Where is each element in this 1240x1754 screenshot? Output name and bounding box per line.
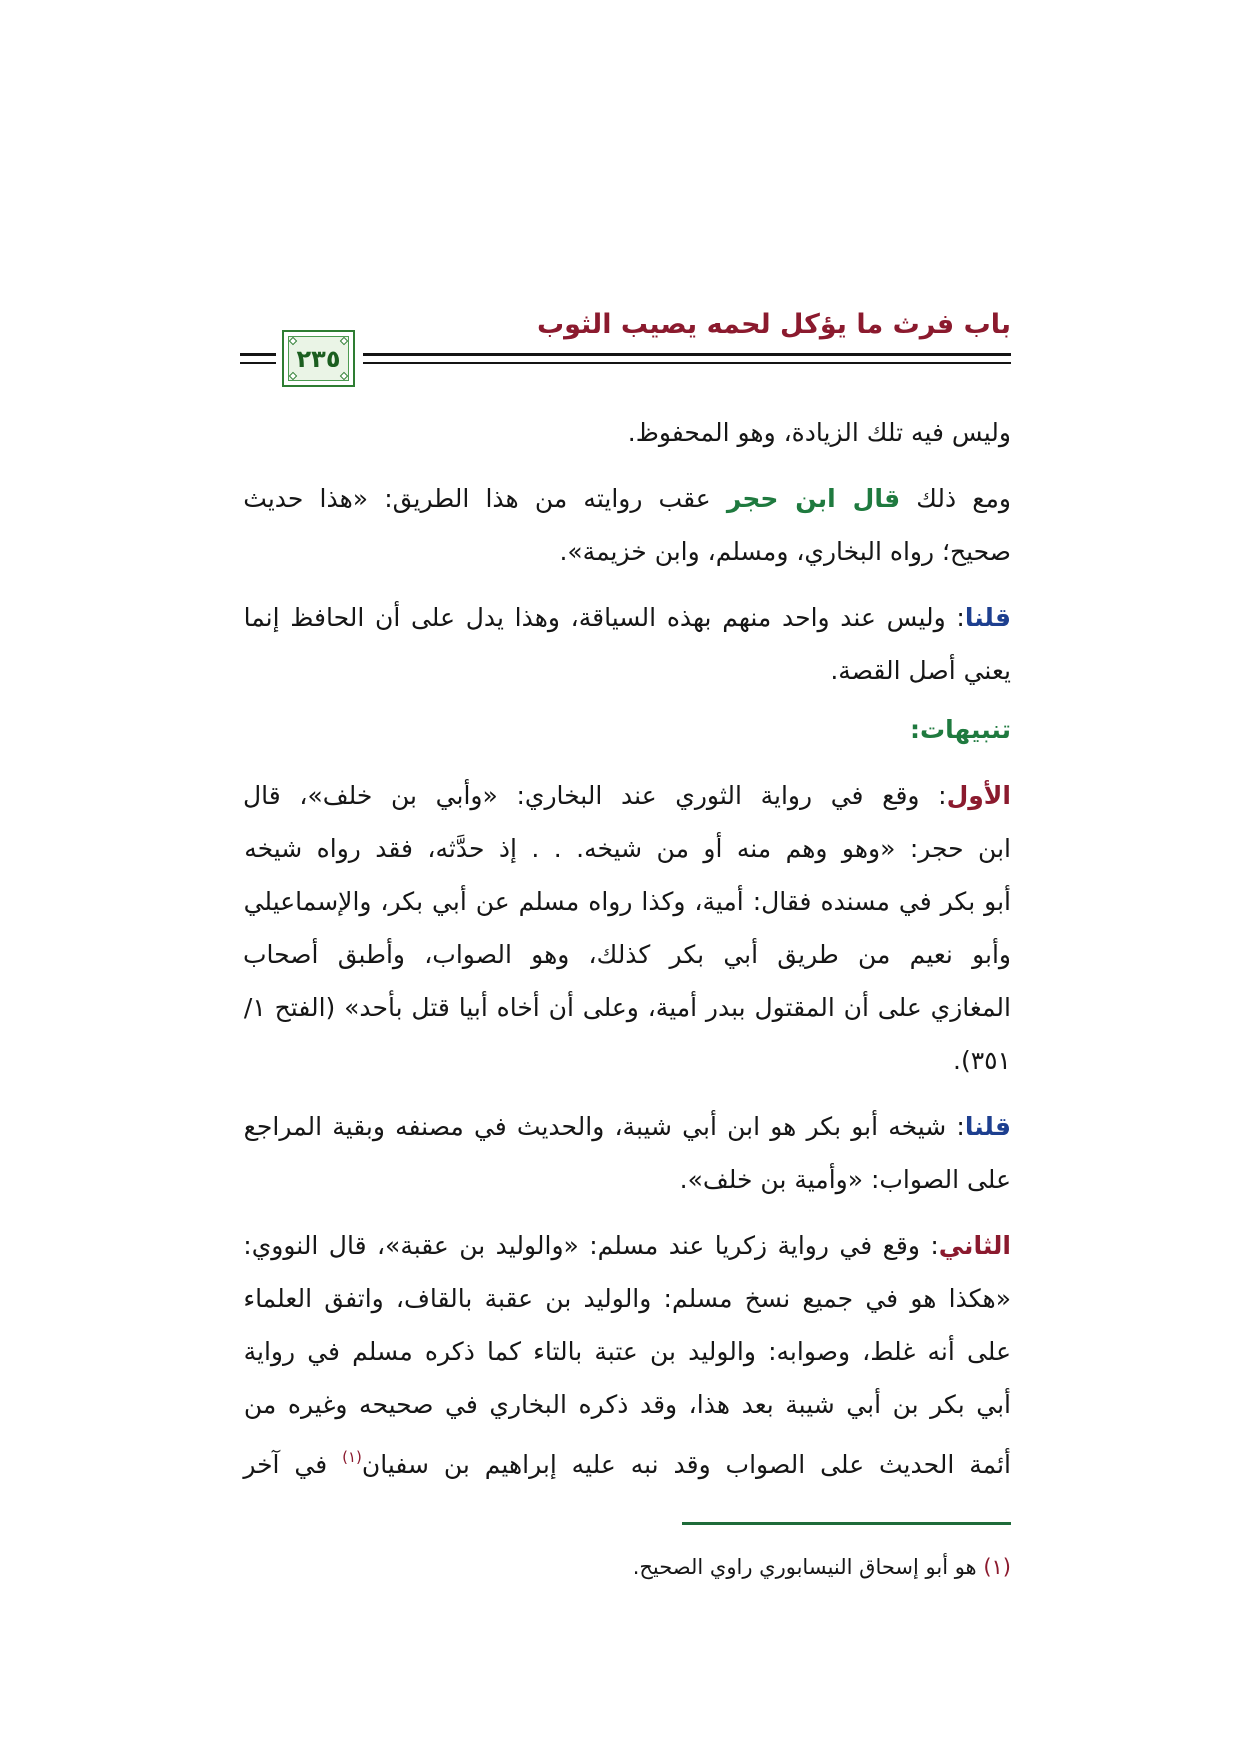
line-content <box>243 940 1011 969</box>
paragraph <box>240 406 1011 459</box>
line-content <box>243 484 1011 513</box>
line-text: : شيخه أبو بكر هو ابن أبي شيبة، والحديث في مصنفه وبقية المراجع <box>243 1112 965 1141</box>
line-text: أبو بكر في مسنده فقال: أمية، وكذا رواه مسلم عن أبي بكر، والإسماعيلي <box>243 887 1011 916</box>
notes-heading: تنبيهات: <box>909 715 1011 744</box>
paragraph <box>240 591 1011 697</box>
header-rule <box>363 353 1011 356</box>
text-line <box>240 1219 1011 1272</box>
line-content <box>244 834 1011 863</box>
text-line <box>240 406 1011 459</box>
line-content <box>243 781 1011 810</box>
line-content <box>559 537 1011 566</box>
text-line <box>240 981 1011 1034</box>
text-line <box>240 1325 1011 1378</box>
footnote-marker: (١) <box>983 1555 1011 1579</box>
line-text: وليس فيه تلك الزيادة، وهو المحفوظ. <box>627 418 1011 447</box>
text-line <box>240 1272 1011 1325</box>
footnote-reference: (١) <box>342 1448 362 1466</box>
page-number: ٢٣٥ <box>296 344 341 373</box>
line-text: صحيح؛ رواه البخاري، ومسلم، وابن خزيمة». <box>559 537 1011 566</box>
line-text: عقب روايته من هذا الطريق: «هذا حديث <box>243 484 727 513</box>
highlight-label: قال ابن حجر <box>726 484 901 513</box>
line-text: : وليس عند واحد منهم بهذه السياقة، وهذا يدل على أن الحافظ إنما <box>243 603 965 632</box>
line-text: يعني أصل القصة. <box>830 656 1011 685</box>
text-line <box>240 591 1011 644</box>
line-text: «هكذا هو في جميع نسخ مسلم: والوليد بن عقبة بالقاف، واتفق العلماء <box>243 1284 1011 1313</box>
page-number-badge <box>282 330 355 387</box>
line-text: أبي بكر بن أبي شيبة بعد هذا، وقد ذكره البخاري في صحيحه وغيره من <box>243 1390 1011 1419</box>
text-line <box>240 1378 1011 1431</box>
line-content <box>830 656 1011 685</box>
line-content <box>244 1112 1011 1141</box>
line-prefix: ومع ذلك <box>900 484 1011 513</box>
main-text <box>240 406 1011 1484</box>
line-content <box>910 715 1011 744</box>
line-content <box>243 1231 1011 1260</box>
line-content <box>628 418 1011 447</box>
text-line <box>240 703 1011 756</box>
line-text: ابن حجر: «وهو وهم منه أو من شيخه. . . إذ حدَّثه، فقد رواه شيخه <box>244 834 1011 863</box>
ornament-icon <box>340 337 348 345</box>
ornament-icon <box>289 337 297 345</box>
footnote-content <box>633 1555 1011 1579</box>
line-text: على الصواب: «وأمية بن خلف». <box>679 1165 1011 1194</box>
text-line <box>240 1431 1011 1484</box>
paragraph <box>240 1219 1011 1484</box>
text-line <box>240 1100 1011 1153</box>
chapter-title: باب فرث ما يؤكل لحمه يصيب الثوب <box>536 309 1011 340</box>
line-content <box>680 1165 1011 1194</box>
line-text: ٣٥١). <box>953 1046 1011 1075</box>
header-rule <box>363 362 1011 364</box>
line-text: : وقع في رواية الثوري عند البخاري: «وأبي بن خلف»، قال <box>243 781 947 810</box>
line-content <box>244 993 1011 1022</box>
header-rule <box>240 362 276 364</box>
line-text: على أنه غلط، وصوابه: والوليد بن عتبة بالتاء كما ذكره مسلم في رواية <box>243 1337 1011 1366</box>
line-content <box>243 1284 1011 1313</box>
line-text: المغازي على أن المقتول ببدر أمية، وعلى أن أخاه أبيا قتل بأحد» (الفتح ١/ <box>243 993 1011 1022</box>
first-note-label: الأول <box>946 781 1011 810</box>
line-content <box>244 1337 1011 1366</box>
second-note-label: الثاني <box>938 1231 1011 1260</box>
line-content <box>244 1390 1011 1419</box>
line-text: وأبو نعيم من طريق أبي بكر كذلك، وهو الصواب، وأطبق أصحاب <box>243 940 1011 969</box>
footnote-text: هو أبو إسحاق النيسابوري راوي الصحيح. <box>632 1555 984 1579</box>
paragraph <box>240 769 1011 1087</box>
ornament-icon <box>289 372 297 380</box>
line-content <box>244 603 1011 632</box>
paragraph <box>240 1100 1011 1206</box>
text-line <box>240 769 1011 822</box>
text-line <box>240 928 1011 981</box>
text-line <box>240 644 1011 697</box>
text-line <box>240 525 1011 578</box>
line-content <box>244 887 1011 916</box>
line-tail: في آخر <box>243 1450 343 1479</box>
header-rule <box>240 353 276 356</box>
text-line <box>240 472 1011 525</box>
text-line <box>240 1034 1011 1087</box>
paragraph <box>240 472 1011 578</box>
text-line <box>240 1153 1011 1206</box>
ornament-icon <box>340 372 348 380</box>
qulna-label: قلنا <box>964 1112 1011 1141</box>
footnote <box>240 1550 1011 1584</box>
line-content <box>243 1450 1011 1479</box>
section-heading <box>240 703 1011 756</box>
line-content <box>953 1046 1011 1075</box>
text-line <box>240 875 1011 928</box>
line-text: أئمة الحديث على الصواب وقد نبه عليه إبراهيم بن سفيان <box>361 1450 1011 1479</box>
text-line <box>240 822 1011 875</box>
footnote-separator <box>682 1522 1011 1525</box>
page-number-frame <box>288 336 349 381</box>
qulna-label: قلنا <box>964 603 1011 632</box>
line-text: : وقع في رواية زكريا عند مسلم: «والوليد بن عقبة»، قال النووي: <box>243 1231 939 1260</box>
